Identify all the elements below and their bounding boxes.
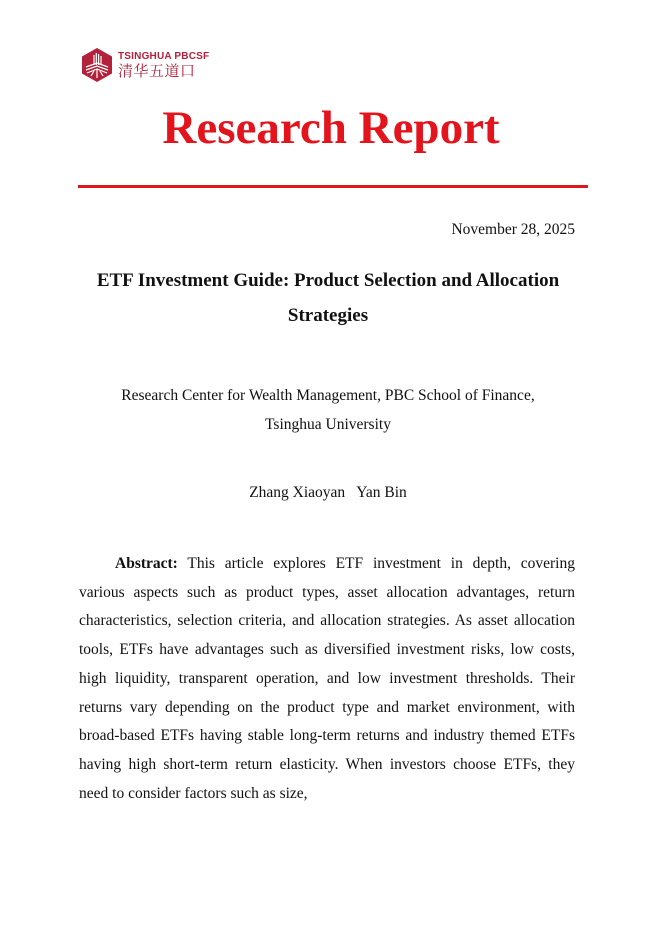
affiliation-line-2: Tsinghua University — [265, 416, 391, 433]
report-date: November 28, 2025 — [451, 221, 575, 238]
author-names: Zhang Xiaoyan Yan Bin — [249, 484, 407, 501]
institution-logo — [80, 46, 209, 84]
abstract-label: Abstract: — [115, 555, 178, 572]
report-heading: Research Report — [162, 102, 500, 154]
header-divider — [78, 185, 588, 188]
pbcsf-hexagon-logo-icon — [80, 47, 114, 83]
logo-text-chinese: 清华五道口 — [118, 61, 196, 80]
document-title: ETF Investment Guide: Product Selection and Allocation Strategies — [96, 270, 560, 326]
abstract-text: This article explores ETF investment in depth, covering various aspects such as product types, asset allocation advantages, return characteristics, selection criteria, and allocation strategies. As asset allocation tools, ETFs have advantages such as diversified investment risks, low costs, high liquidity, transparent operation, and low investment thresholds. Their returns vary depending on the product type and market environment, with broad-based ETFs having stable long-term returns and industry themed ETFs having high short-term return elasticity. When investors choose ETFs, they need to consider factors such as size, — [79, 555, 575, 802]
logo-wordmark — [118, 52, 209, 79]
author-affiliation — [78, 381, 578, 439]
abstract-paragraph — [79, 550, 575, 808]
affiliation-line-1: Research Center for Wealth Management, PBC School of Finance, — [121, 387, 535, 404]
logo-text-english: TSINGHUA PBCSF — [118, 50, 210, 62]
